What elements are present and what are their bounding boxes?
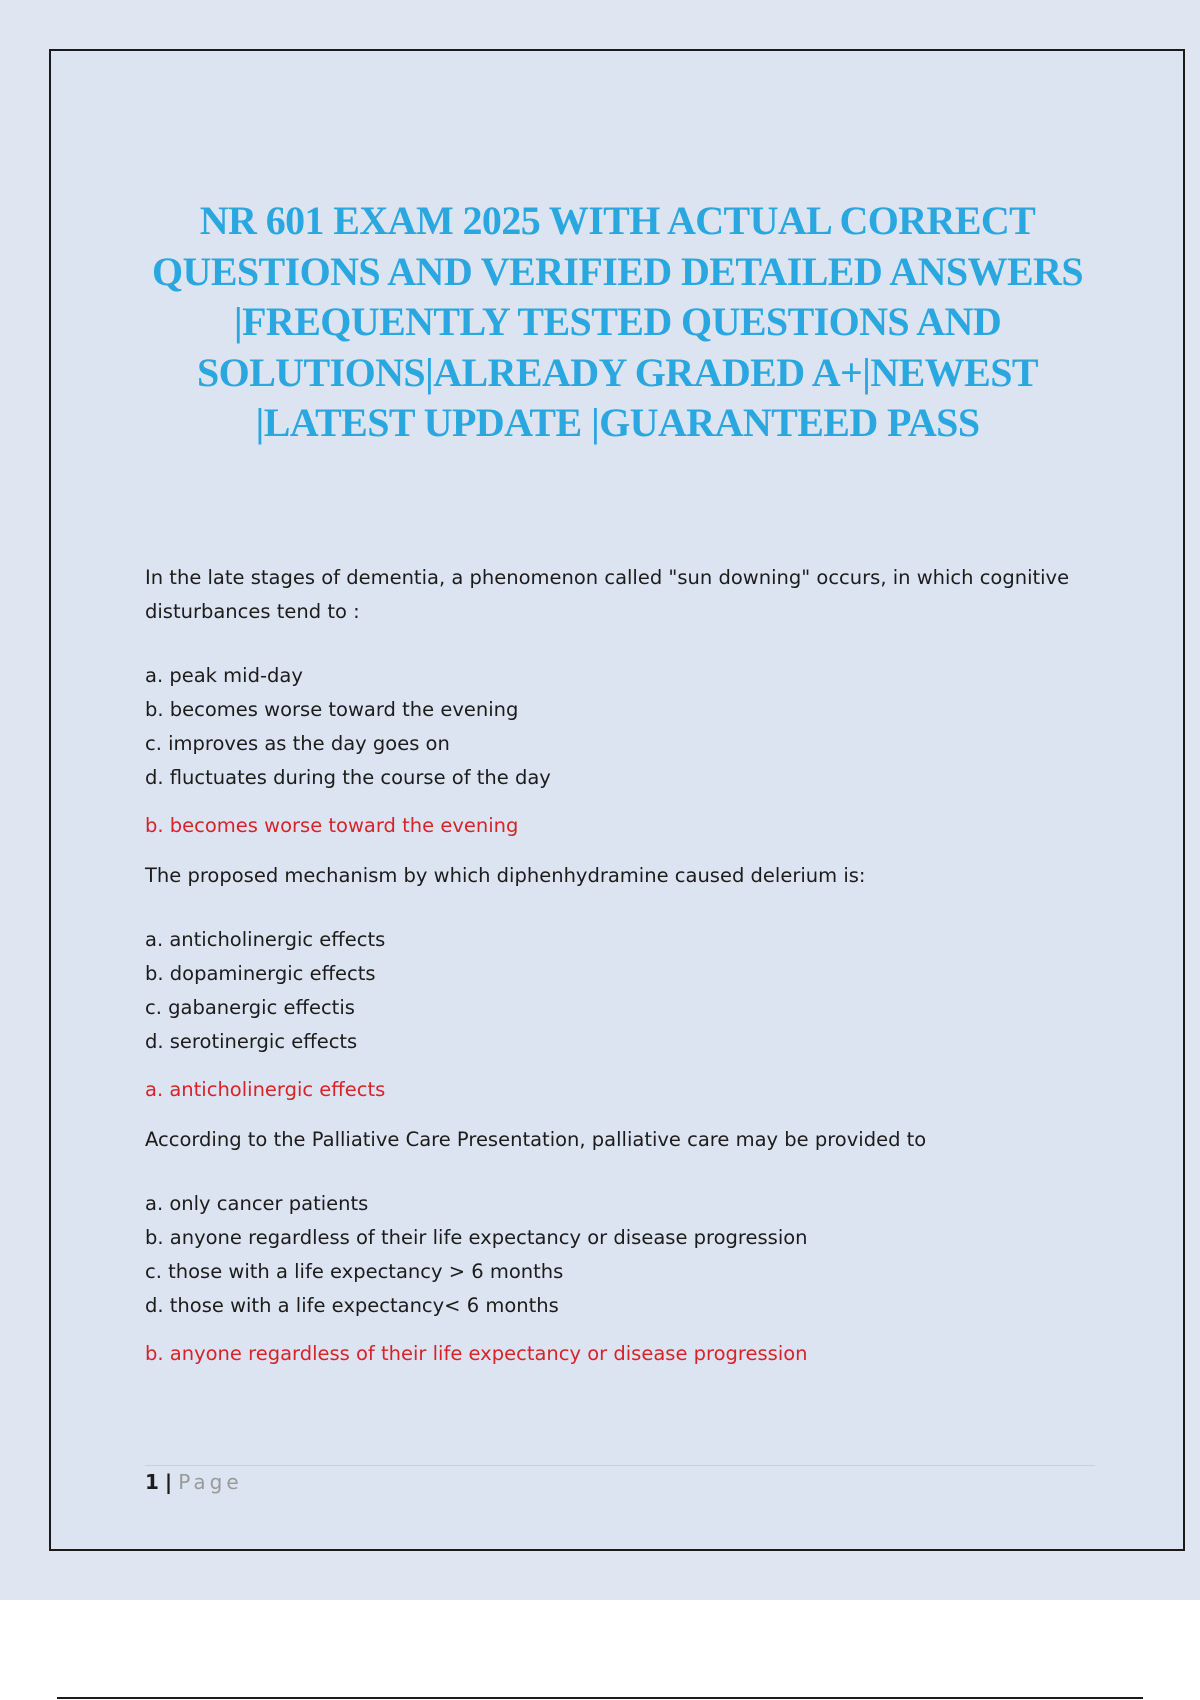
option-c: c. those with a life expectancy > 6 months xyxy=(145,1260,564,1283)
option-b: b. anyone regardless of their life expectancy or disease progression xyxy=(145,1226,808,1249)
page-number-label xyxy=(145,1470,243,1494)
option-a: a. peak mid-day xyxy=(145,664,303,687)
question-list xyxy=(145,561,1105,1387)
footer-rule xyxy=(145,1465,1095,1466)
page-separator: | xyxy=(164,1470,173,1494)
correct-answer: b. anyone regardless of their life expectancy or disease progression xyxy=(145,1342,808,1365)
question-block-1 xyxy=(145,561,1105,843)
page-number: 1 xyxy=(145,1470,159,1494)
question-text: In the late stages of dementia, a phenomenon called "sun downing" occurs, in which cognitive disturbances tend to : xyxy=(145,566,1070,623)
question-block-2 xyxy=(145,859,1105,1107)
bottom-divider xyxy=(57,1697,1143,1699)
option-c: c. gabanergic effectis xyxy=(145,996,355,1019)
option-list xyxy=(145,659,1105,795)
option-d: d. serotinergic effects xyxy=(145,1030,358,1053)
correct-answer: b. becomes worse toward the evening xyxy=(145,814,519,837)
option-b: b. dopaminergic effects xyxy=(145,962,376,985)
correct-answer: a. anticholinergic effects xyxy=(145,1078,386,1101)
page-word: Page xyxy=(178,1470,243,1494)
option-d: d. those with a life expectancy< 6 months xyxy=(145,1294,559,1317)
document-title: NR 601 EXAM 2025 WITH ACTUAL CORRECT QUESTIONS AND VERIFIED DETAILED ANSWERS |FREQUENTLY TESTED QUESTIONS AND SOLUTIONS|ALREADY GRADED A+|NEWEST |LATEST UPDATE |GUARANTEED PASS xyxy=(152,198,1083,445)
option-b: b. becomes worse toward the evening xyxy=(145,698,519,721)
option-c: c. improves as the day goes on xyxy=(145,732,450,755)
question-block-3 xyxy=(145,1123,1105,1371)
question-text: According to the Palliative Care Presentation, palliative care may be provided to xyxy=(145,1128,927,1151)
option-list xyxy=(145,1187,1105,1323)
option-a: a. anticholinergic effects xyxy=(145,928,386,951)
option-a: a. only cancer patients xyxy=(145,1192,369,1215)
option-d: d. fluctuates during the course of the day xyxy=(145,766,551,789)
question-text: The proposed mechanism by which diphenhydramine caused delerium is: xyxy=(145,864,866,887)
option-list xyxy=(145,923,1105,1059)
